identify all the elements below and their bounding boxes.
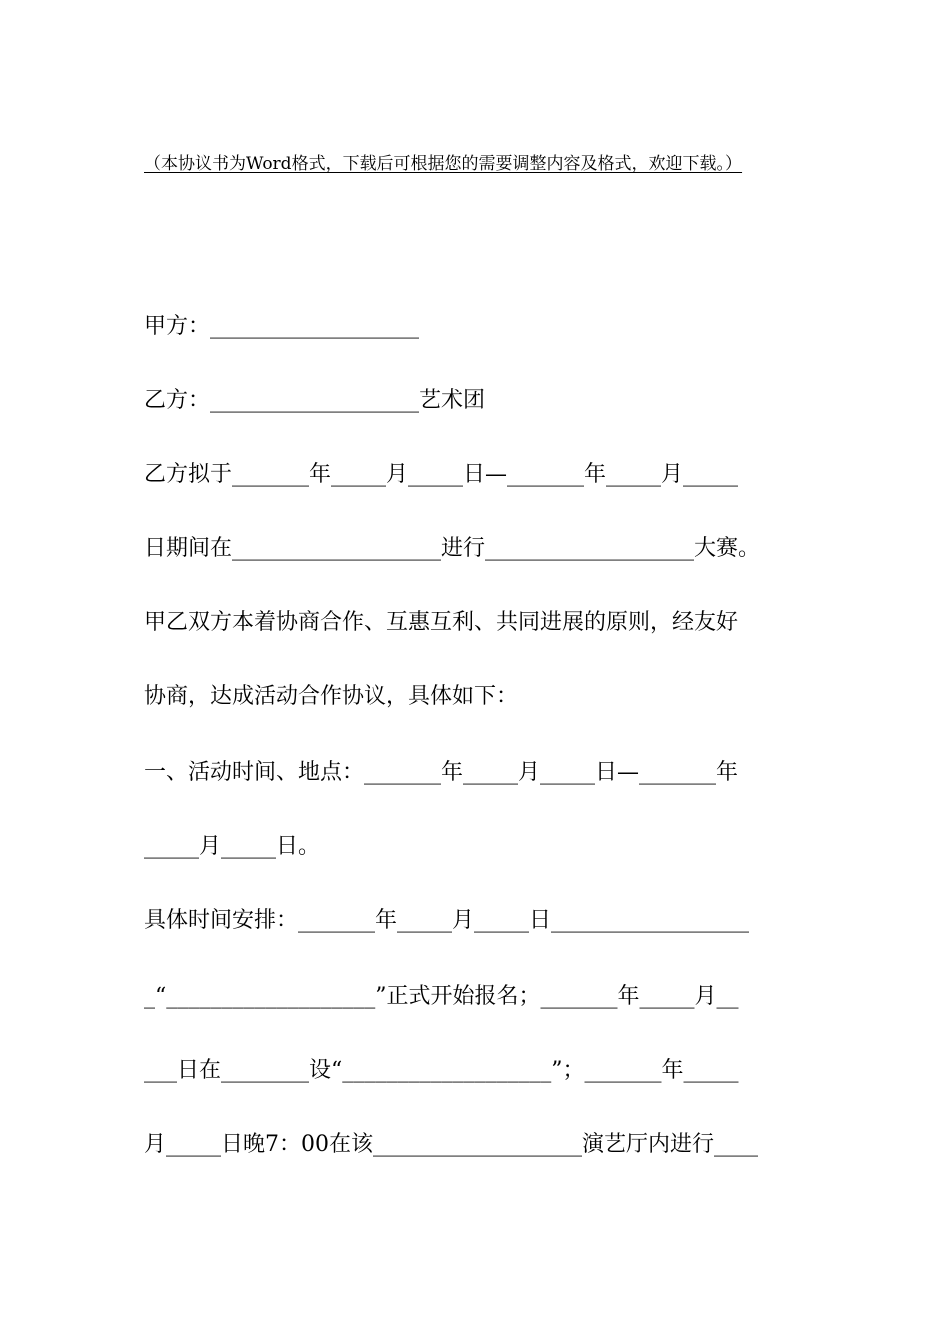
body-line: 月_____日晚7：00在该___________________演艺厅内进行____ bbox=[144, 1132, 758, 1157]
body-line: 甲乙双方本着协商合作、互惠互利、共同进展的原则，经友好 bbox=[144, 610, 739, 635]
schedule-line: 具体时间安排：_______年_____月_____日__________________ bbox=[144, 908, 750, 933]
body-line: _____月_____日。 bbox=[144, 834, 321, 859]
body-line: ___日在________设“___________________”；_______年_____ bbox=[144, 1058, 739, 1083]
body-line: _“___________________”正式开始报名；_______年_____月__ bbox=[144, 984, 739, 1009]
body-line: 乙方拟于_______年_____月_____日—_______年_____月_____ bbox=[144, 462, 739, 487]
body-line: 协商，达成活动合作协议，具体如下： bbox=[144, 684, 519, 709]
party-b-line: 乙方：___________________艺术团 bbox=[144, 388, 486, 413]
section-heading-time-location: 一、活动时间、地点：_______年_____月_____日—_______年 bbox=[144, 760, 739, 785]
download-notice: （本协议书为Word格式，下载后可根据您的需要调整内容及格式，欢迎下载。） bbox=[144, 154, 743, 174]
party-a-line: 甲方：___________________ bbox=[144, 314, 420, 339]
body-line: 日期间在___________________进行___________________大赛。 bbox=[144, 536, 761, 561]
